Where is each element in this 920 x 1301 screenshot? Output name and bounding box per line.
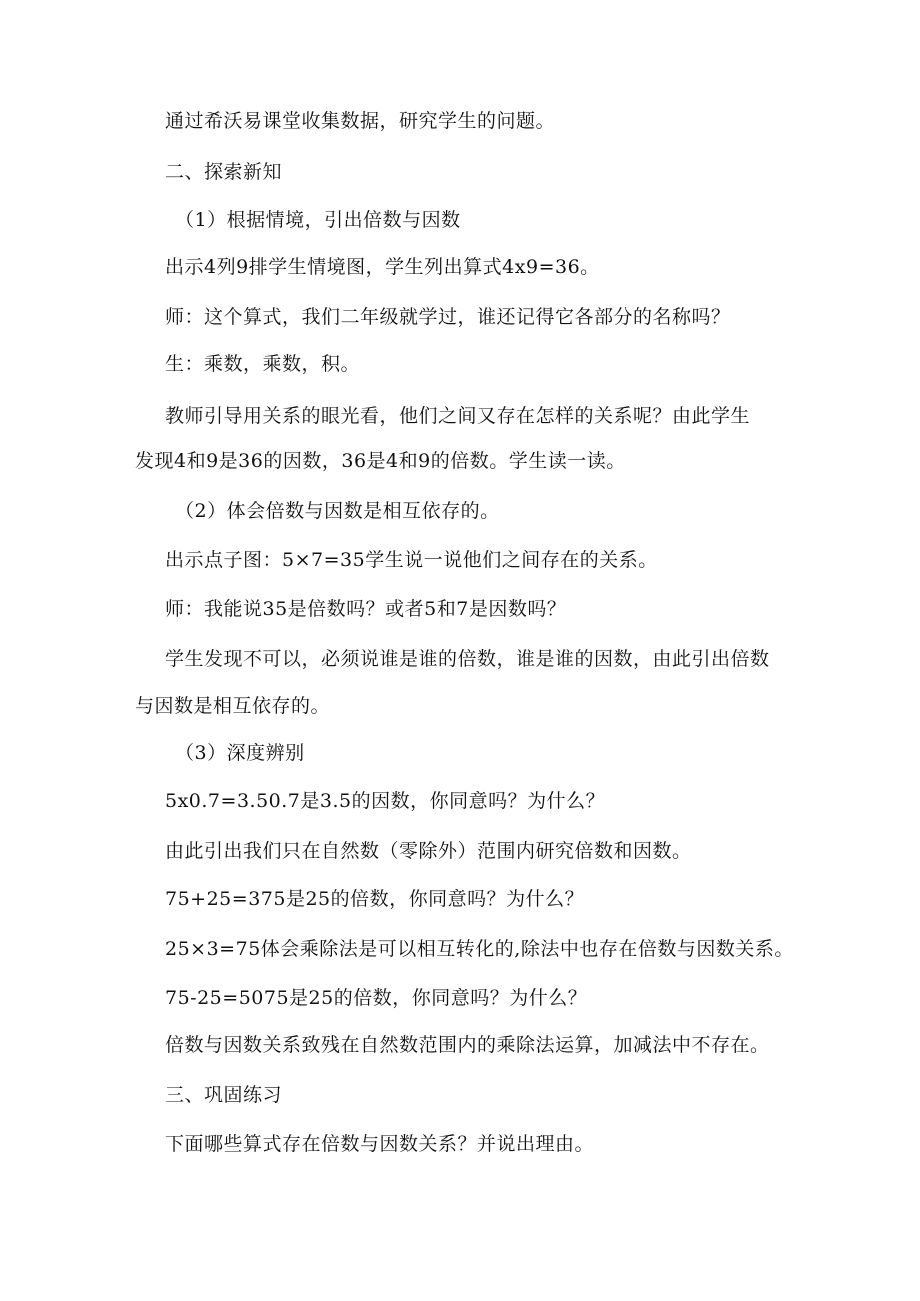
paragraph-line: 75-25=5075是25的倍数，你同意吗？为什么？ — [165, 987, 588, 1009]
paragraph-line: 25×3=75体会乘除法是可以相互转化的,除法中也存在倍数与因数关系。 — [165, 938, 794, 960]
paragraph-line: 发现4和9是36的因数，36是4和9的倍数。学生读一读。 — [135, 450, 626, 472]
paragraph-line: 75+25=375是25的倍数，你同意吗？为什么？ — [165, 888, 585, 910]
subsection-heading: （2）体会倍数与因数是相互依存的。 — [175, 500, 500, 522]
paragraph-line: 与因数是相互依存的。 — [135, 695, 331, 717]
paragraph-line: 师：这个算式，我们二年级就学过，谁还记得它各部分的名称吗？ — [165, 306, 731, 328]
subsection-heading: （1）根据情境，引出倍数与因数 — [175, 209, 461, 231]
paragraph-line: 下面哪些算式存在倍数与因数关系？并说出理由。 — [165, 1133, 595, 1155]
paragraph-line: 学生发现不可以，必须说谁是谁的倍数，谁是谁的因数，由此引出倍数 — [165, 648, 770, 670]
paragraph-line: 生：乘数，乘数，积。 — [165, 353, 361, 375]
paragraph-line: 倍数与因数关系致残在自然数范围内的乘除法运算，加减法中不存在。 — [165, 1034, 770, 1056]
paragraph-line: 出示4列9排学生情境图，学生列出算式4x9=36。 — [165, 256, 600, 278]
paragraph-line: 通过希沃易课堂收集数据，研究学生的问题。 — [165, 110, 556, 132]
paragraph-line: 师：我能说35是倍数吗？或者5和7是因数吗？ — [165, 598, 567, 620]
paragraph-line: 出示点子图：5×7=35学生说一说他们之间存在的关系。 — [165, 549, 658, 571]
subsection-heading: （3）深度辨别 — [175, 742, 305, 764]
paragraph-line: 5x0.7=3.50.7是3.5的因数，你同意吗？为什么？ — [165, 790, 606, 812]
paragraph-line: 由此引出我们只在自然数（零除外）范围内研究倍数和因数。 — [165, 840, 692, 862]
paragraph-line: 教师引导用关系的眼光看，他们之间又存在怎样的关系呢？由此学生 — [165, 405, 751, 427]
section-heading: 二、探索新知 — [165, 161, 283, 183]
section-heading: 三、巩固练习 — [165, 1084, 283, 1106]
